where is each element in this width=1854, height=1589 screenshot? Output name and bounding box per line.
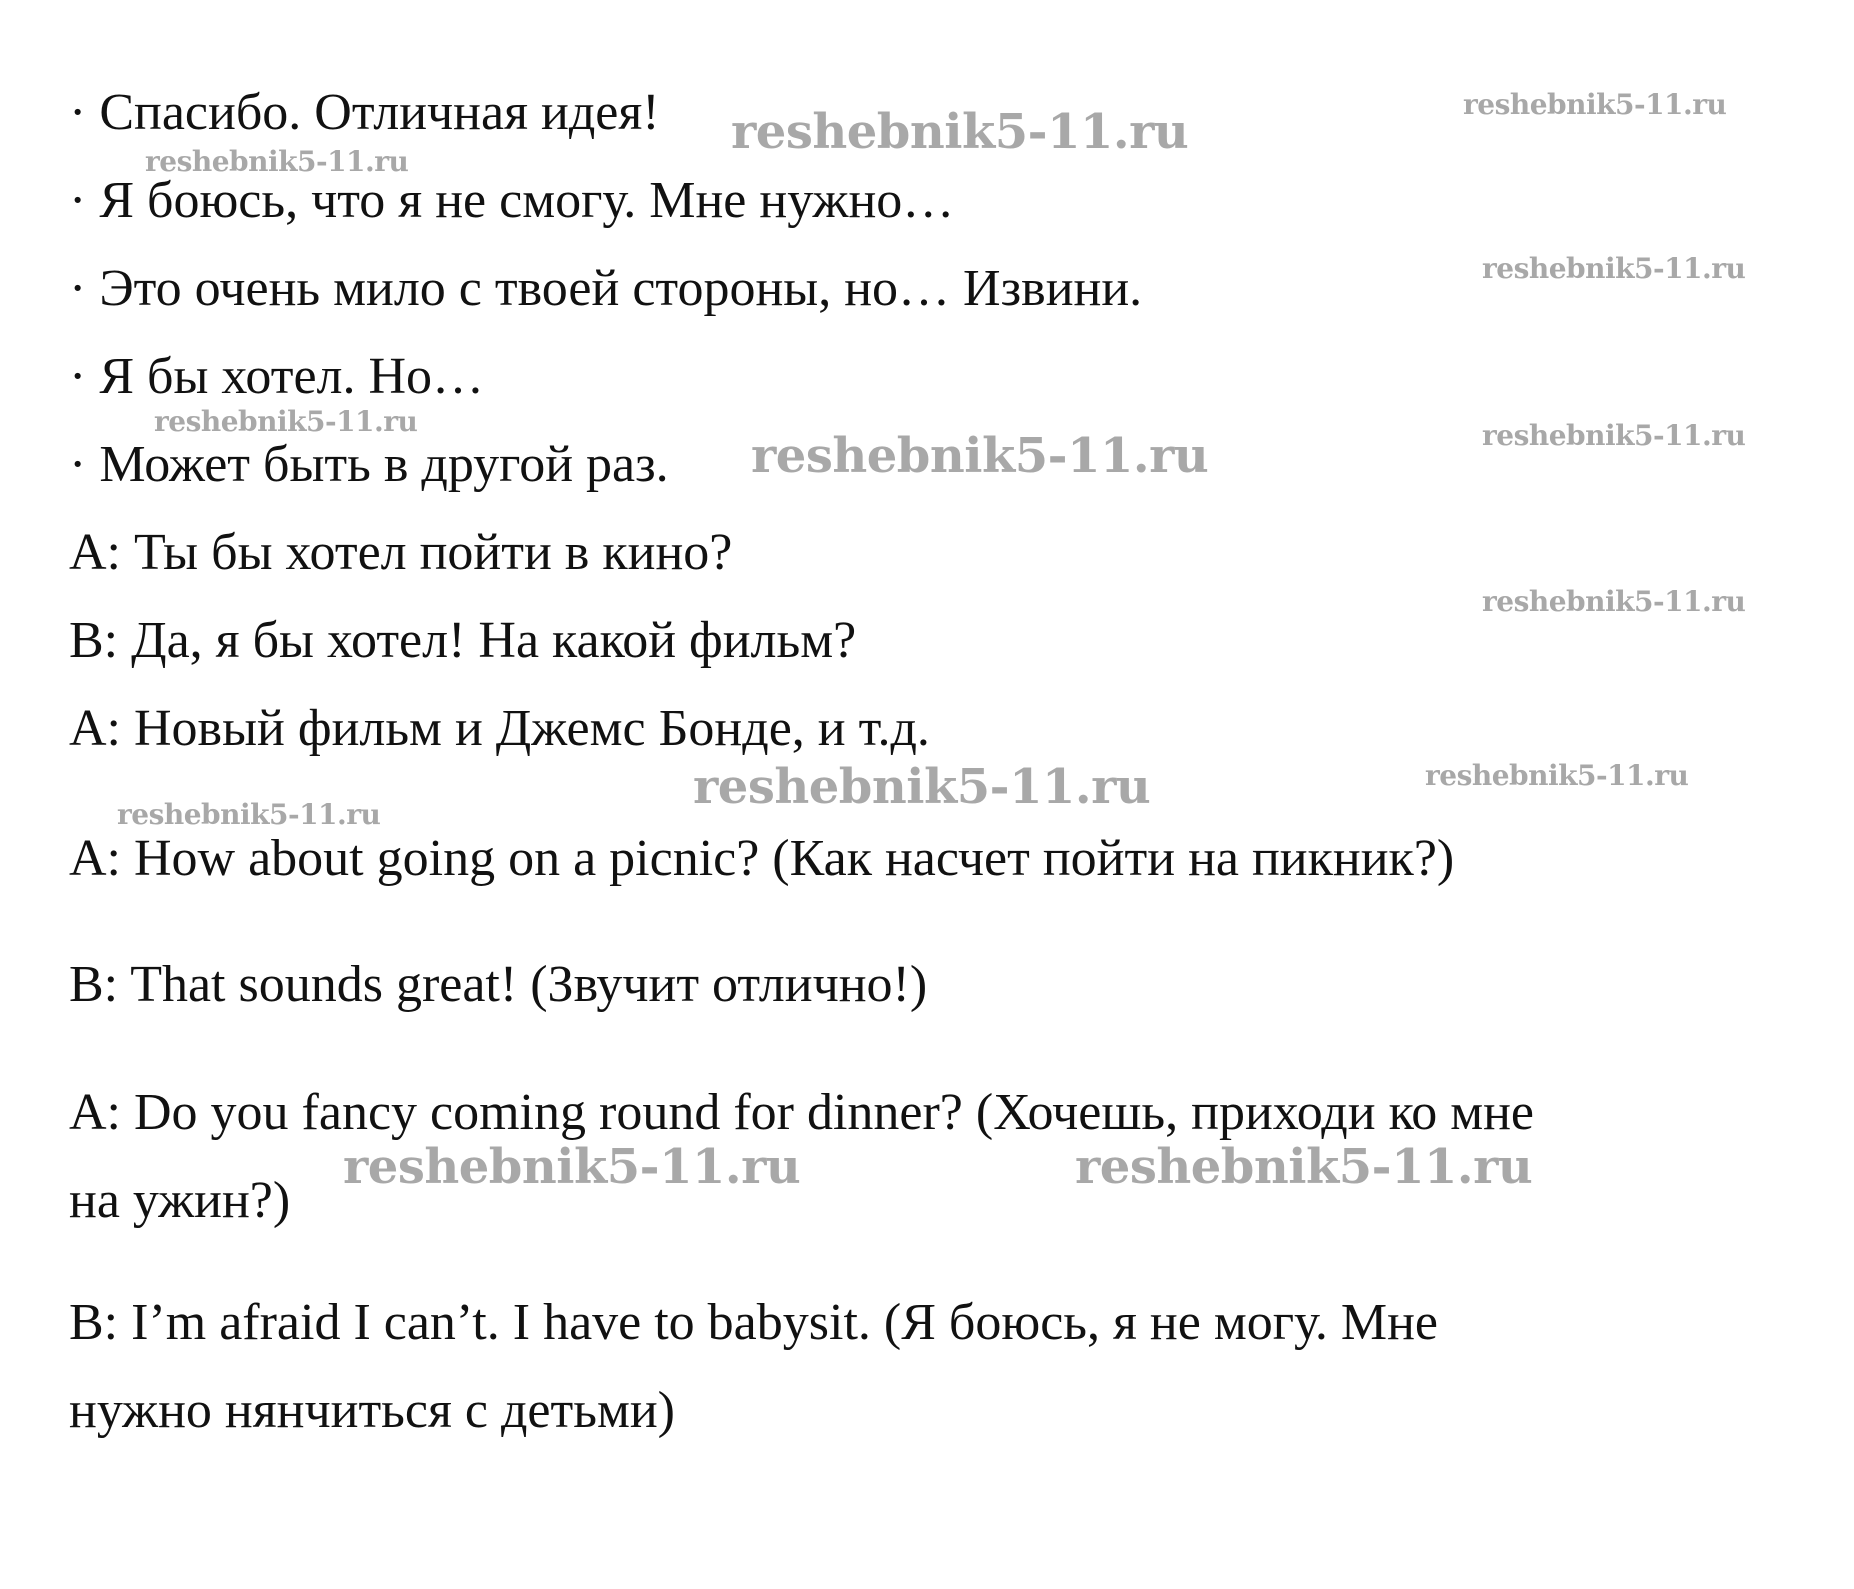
- text-line: А: Ты бы хотел пойти в кино?: [69, 524, 733, 581]
- watermark: reshebnik5-11.ru: [1482, 252, 1746, 285]
- watermark: reshebnik5-11.ru: [1075, 1139, 1533, 1195]
- watermark: reshebnik5-11.ru: [343, 1139, 801, 1195]
- text-line: A: Do you fancy coming round for dinner? (Хочешь, приходи ко мне: [69, 1084, 1535, 1141]
- watermark: reshebnik5-11.ru: [731, 104, 1189, 160]
- watermark: reshebnik5-11.ru: [751, 428, 1209, 484]
- text-line: В: Да, я бы хотел! На какой фильм?: [69, 612, 857, 669]
- text-line: · Может быть в другой раз.: [69, 436, 669, 493]
- text-line: нужно нянчиться с детьми): [69, 1382, 675, 1439]
- text-line: A: How about going on a picnic? (Как насчет пойти на пикник?): [69, 830, 1455, 887]
- watermark: reshebnik5-11.ru: [154, 405, 418, 438]
- text-line: B: I’m afraid I can’t. I have to babysit. (Я боюсь, я не могу. Мне: [69, 1294, 1438, 1351]
- watermark: reshebnik5-11.ru: [693, 759, 1151, 815]
- text-line: · Я боюсь, что я не смогу. Мне нужно…: [69, 172, 955, 229]
- watermark: reshebnik5-11.ru: [117, 798, 381, 831]
- watermark: reshebnik5-11.ru: [1463, 88, 1727, 121]
- watermark: reshebnik5-11.ru: [1482, 419, 1746, 452]
- watermark: reshebnik5-11.ru: [1482, 585, 1746, 618]
- text-line: B: That sounds great! (Звучит отлично!): [69, 956, 928, 1013]
- watermark: reshebnik5-11.ru: [1425, 759, 1689, 792]
- text-line: на ужин?): [69, 1172, 291, 1229]
- text-line: А: Новый фильм и Джемс Бонде, и т.д.: [69, 700, 930, 757]
- text-line: · Спасибо. Отличная идея!: [69, 84, 660, 141]
- text-line: · Я бы хотел. Но…: [69, 348, 485, 405]
- text-line: · Это очень мило с твоей стороны, но… Извини.: [69, 260, 1143, 317]
- watermark: reshebnik5-11.ru: [145, 145, 409, 178]
